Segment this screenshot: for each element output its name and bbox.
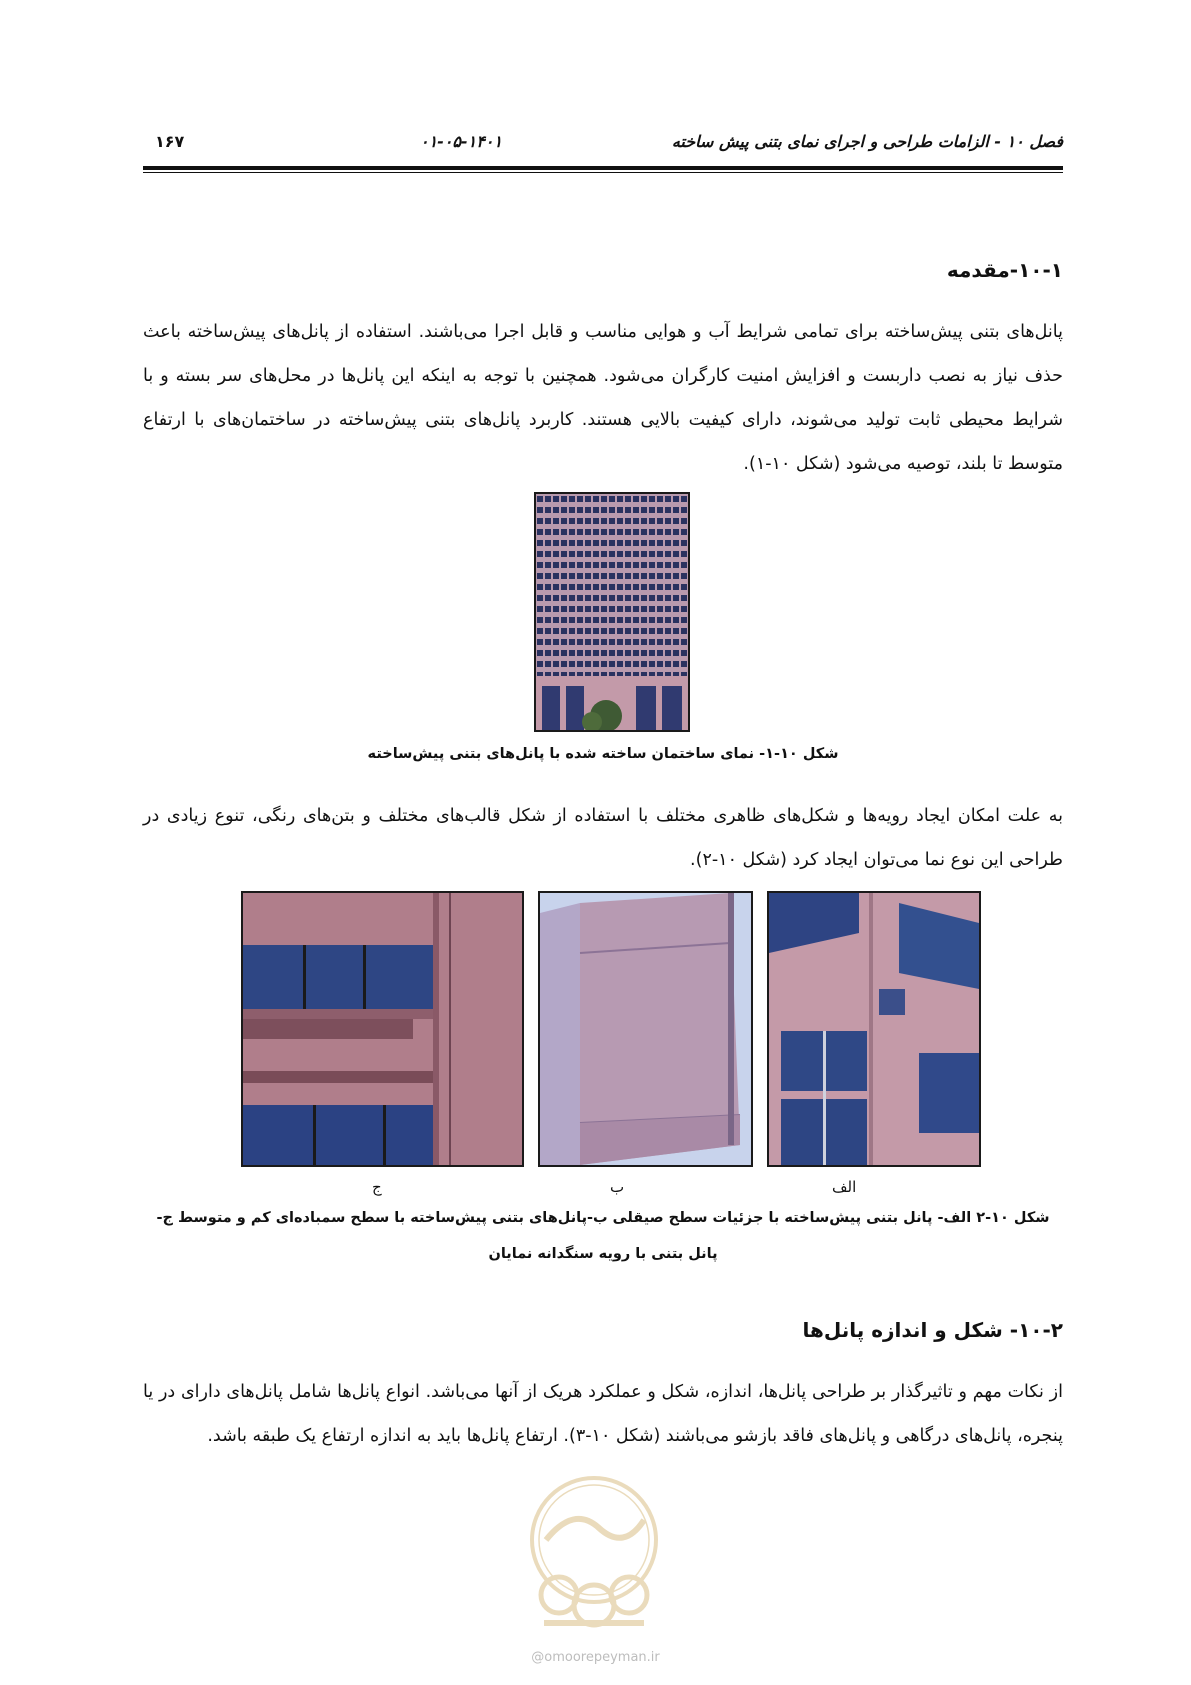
section-heading-intro: ۱۰-۱-مقدمه [946, 258, 1063, 282]
panel-size-paragraph: از نکات مهم و تاثیرگذار بر طراحی پانل‌ها، اندازه، شکل و عملکرد هریک از آنها می‌باشد. انواع پانل‌ها شامل پانل‌های دارای در یا پنجره، پانل‌های درگاهی و پانل‌های فاقد بازشو می‌باشند (شکل ۱۰-۳). ارتفاع پانل‌ها باید به اندازه ارتفاع یک طبقه باشد. [143, 1382, 1063, 1446]
figure-2-caption: شکل ۱۰-۲ الف- پانل بتنی پیش‌ساخته با جزئیات سطح صیقلی ب-پانل‌های بتنی پیش‌ساخته با سطح سمباده‌ای کم و متوسط ج- پانل بتنی با رویه سنگدانه نمایان [156, 1210, 1050, 1262]
photo-sandblasted-panel [538, 891, 753, 1167]
building-facade-photo [534, 492, 690, 732]
header-rule-thick [143, 166, 1063, 170]
section-heading-panel-size: ۱۰-۲- شکل و اندازه پانل‌ها [802, 1318, 1063, 1342]
page-number: ۱۶۷ [155, 132, 185, 151]
intro-paragraph: پانل‌های بتنی پیش‌ساخته برای تمامی شرایط آب و هوایی مناسب و قابل اجرا می‌باشند. استفاده از پانل‌های پیش‌ساخته باعث حذف نیاز به نصب داربست و افزایش امنیت کارگران می‌شود. همچنین با توجه به اینکه این پانل‌ها در محل‌های سر بسته و با شرایط محیطی ثابت تولید می‌شوند، دارای کیفیت بالایی هستند. کاربرد پانل‌های بتنی پیش‌ساخته در ساختمان‌های با ارتفاع متوسط تا بلند، توصیه می‌شود (شکل ۱۰-۱). [143, 322, 1063, 474]
header-date: ۰۱-۰۵-۱۴۰۱ [420, 132, 503, 151]
header-rule-thin [143, 172, 1063, 173]
chapter-title: فصل ۱۰ - الزامات طراحی و اجرای نمای بتنی پیش ساخته [671, 132, 1063, 151]
photo-exposed-aggregate-panel [241, 891, 524, 1167]
photo-polished-panel [767, 891, 981, 1167]
figure-1-caption: شکل ۱۰-۱- نمای ساختمان ساخته شده با پانل‌های بتنی پیش‌ساخته [367, 746, 839, 762]
figure-2-label-be: ب [610, 1178, 625, 1196]
figure-2-label-alef: الف [832, 1178, 857, 1196]
watermark-url: @omoorepeyman.ir [531, 1650, 660, 1665]
figure-2-label-jim: ج [372, 1178, 382, 1196]
watermark-logo [504, 1470, 684, 1639]
variety-paragraph: به علت امکان ایجاد رویه‌ها و شکل‌های ظاهری مختلف با استفاده از شکل قالب‌های مختلف و بتن‌های رنگی، تنوع زیادی در طراحی این نوع نما می‌توان ایجاد کرد (شکل ۱۰-۲). [143, 806, 1063, 870]
